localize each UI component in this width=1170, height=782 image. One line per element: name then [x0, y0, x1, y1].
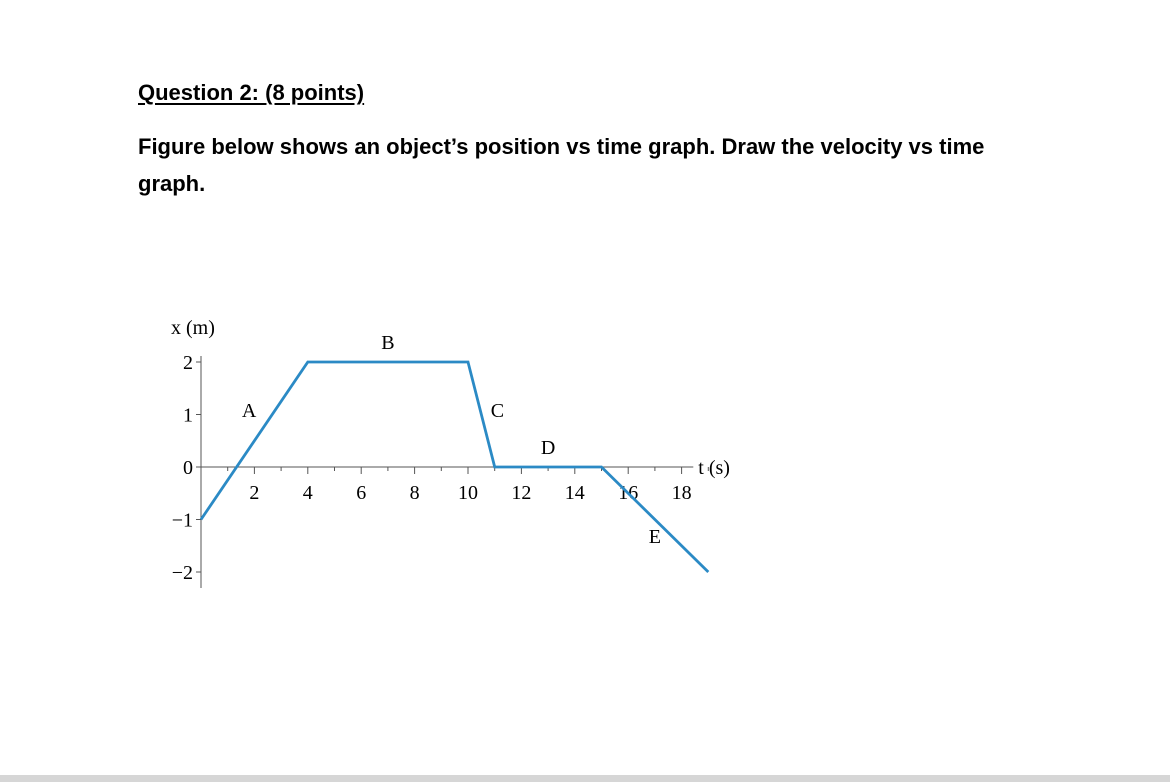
- segment-label: E: [648, 526, 662, 549]
- segment-label: A: [241, 400, 257, 423]
- x-tick-label: 2: [249, 482, 260, 504]
- x-tick-label: 4: [302, 482, 313, 504]
- x-axis-label: t (s): [698, 457, 730, 479]
- question-text: Figure below shows an object’s position vs time graph. Draw the velocity vs time graph.: [138, 134, 985, 196]
- x-tick-label: 8: [409, 482, 420, 504]
- y-tick-label: −1: [171, 509, 193, 532]
- x-tick-label: 18: [671, 482, 692, 504]
- x-tick-label: 16: [618, 482, 639, 504]
- y-tick-label: 0: [183, 457, 193, 479]
- y-tick-label: 1: [183, 404, 193, 427]
- segment-label: D: [540, 436, 556, 459]
- y-tick-label: −2: [171, 562, 193, 584]
- segment-label: C: [490, 400, 505, 423]
- y-tick-label: 2: [183, 352, 193, 374]
- y-axis-label: x (m): [171, 317, 215, 339]
- bottom-scrollbar[interactable]: [0, 775, 1170, 782]
- x-tick-label: 6: [356, 482, 367, 504]
- x-tick-label: 12: [511, 482, 532, 504]
- x-tick-label: 14: [564, 482, 585, 504]
- question-title: Question 2: (8 points): [138, 80, 365, 105]
- x-tick-label: 10: [458, 482, 478, 504]
- segment-label: B: [381, 331, 395, 354]
